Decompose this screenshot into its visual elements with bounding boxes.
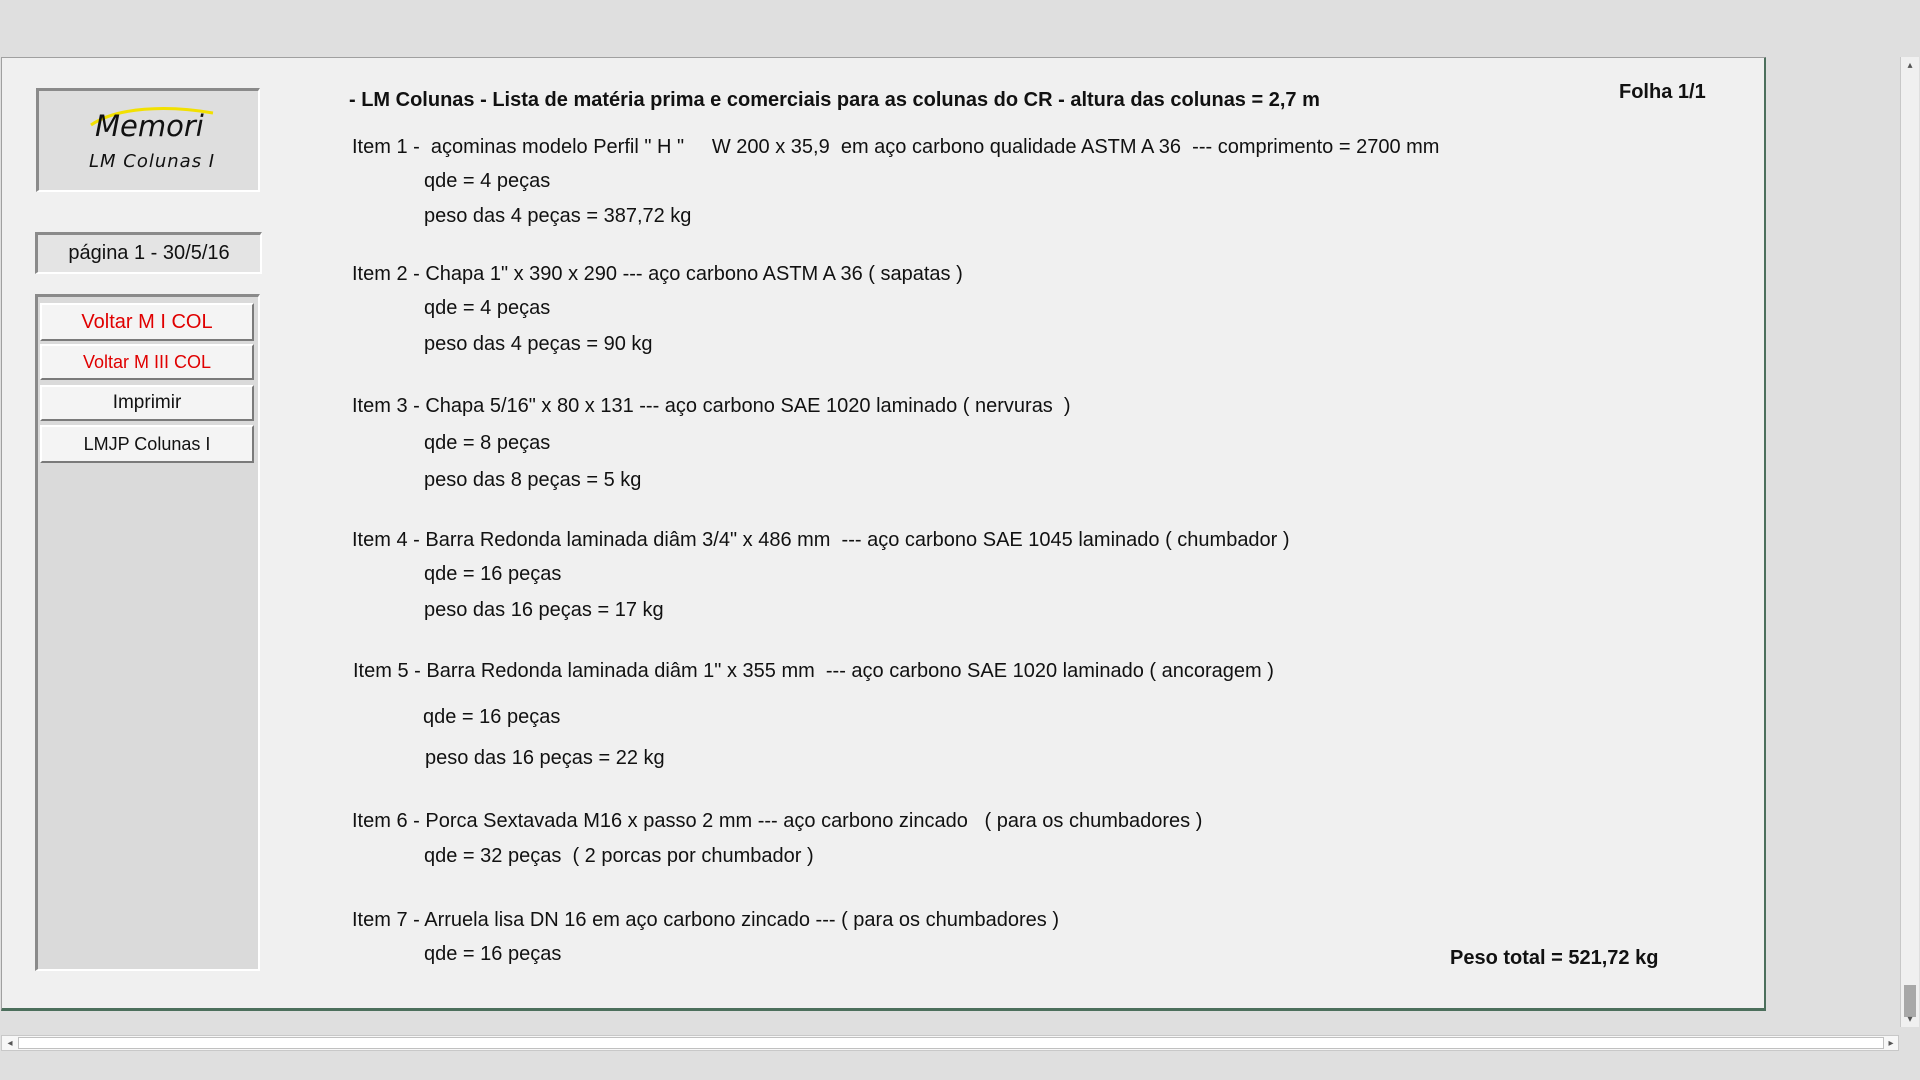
item-7-quantity: qde = 16 peças bbox=[424, 943, 562, 965]
item-2-description: Item 2 - Chapa 1" x 390 x 290 --- aço carbono ASTM A 36 ( sapatas ) bbox=[352, 263, 963, 285]
voltar-m-i-col-button[interactable]: Voltar M I COL bbox=[40, 303, 254, 341]
logo-box bbox=[36, 88, 260, 192]
item-7-description: Item 7 - Arruela lisa DN 16 em aço carbono zincado --- ( para os chumbadores ) bbox=[352, 909, 1059, 931]
total-weight: Peso total = 521,72 kg bbox=[1450, 947, 1659, 969]
scroll-up-arrow-icon[interactable]: ▴ bbox=[1907, 59, 1913, 71]
nav-panel bbox=[35, 294, 260, 971]
sheet-number: Folha 1/1 bbox=[1619, 81, 1706, 103]
item-3-quantity: qde = 8 peças bbox=[424, 432, 551, 454]
voltar-m-iii-col-button[interactable]: Voltar M III COL bbox=[40, 344, 254, 380]
item-1-description: Item 1 - açominas modelo Perfil " H " W 200 x 35,9 em aço carbono qualidade ASTM A 36 --- comprimento = 2700 mm bbox=[352, 136, 1440, 158]
item-3-weight: peso das 8 peças = 5 kg bbox=[424, 469, 642, 491]
item-6-description: Item 6 - Porca Sextavada M16 x passo 2 mm --- aço carbono zincado ( para os chumbadores ) bbox=[352, 810, 1203, 832]
item-5-quantity: qde = 16 peças bbox=[423, 706, 561, 728]
horizontal-scroll-thumb[interactable] bbox=[18, 1037, 1884, 1049]
imprimir-button[interactable]: Imprimir bbox=[40, 385, 254, 421]
scroll-down-arrow-icon[interactable]: ▾ bbox=[1907, 1013, 1913, 1025]
scroll-left-arrow-icon[interactable]: ◂ bbox=[7, 1037, 13, 1049]
item-1-weight: peso das 4 peças = 387,72 kg bbox=[424, 205, 692, 227]
item-3-description: Item 3 - Chapa 5/16" x 80 x 131 --- aço carbono SAE 1020 laminado ( nervuras ) bbox=[352, 395, 1071, 417]
item-2-weight: peso das 4 peças = 90 kg bbox=[424, 333, 653, 355]
item-2-quantity: qde = 4 peças bbox=[424, 297, 551, 319]
lmjp-colunas-button[interactable]: LMJP Colunas I bbox=[40, 425, 254, 463]
item-6-quantity: qde = 32 peças ( 2 porcas por chumbador ) bbox=[424, 845, 814, 867]
item-4-description: Item 4 - Barra Redonda laminada diâm 3/4" x 486 mm --- aço carbono SAE 1045 laminado ( chumbador ) bbox=[352, 529, 1290, 551]
item-5-weight: peso das 16 peças = 22 kg bbox=[425, 747, 665, 769]
page-title: - LM Colunas - Lista de matéria prima e comerciais para as colunas do CR - altura das colunas = 2,7 m bbox=[349, 89, 1320, 111]
sheet-outside-area bbox=[1766, 57, 1900, 1011]
horizontal-scrollbar[interactable] bbox=[1, 1035, 1899, 1051]
vertical-scrollbar[interactable] bbox=[1900, 57, 1919, 1027]
item-4-weight: peso das 16 peças = 17 kg bbox=[424, 599, 664, 621]
item-1-quantity: qde = 4 peças bbox=[424, 170, 551, 192]
item-5-description: Item 5 - Barra Redonda laminada diâm 1" x 355 mm --- aço carbono SAE 1020 laminado ( ancoragem ) bbox=[353, 660, 1274, 682]
logo-title: Memori bbox=[95, 109, 204, 143]
page-date-label: página 1 - 30/5/16 bbox=[35, 232, 262, 274]
scroll-right-arrow-icon[interactable]: ▸ bbox=[1888, 1037, 1894, 1049]
item-4-quantity: qde = 16 peças bbox=[424, 563, 562, 585]
logo-subtitle: LM Colunas I bbox=[89, 151, 216, 172]
